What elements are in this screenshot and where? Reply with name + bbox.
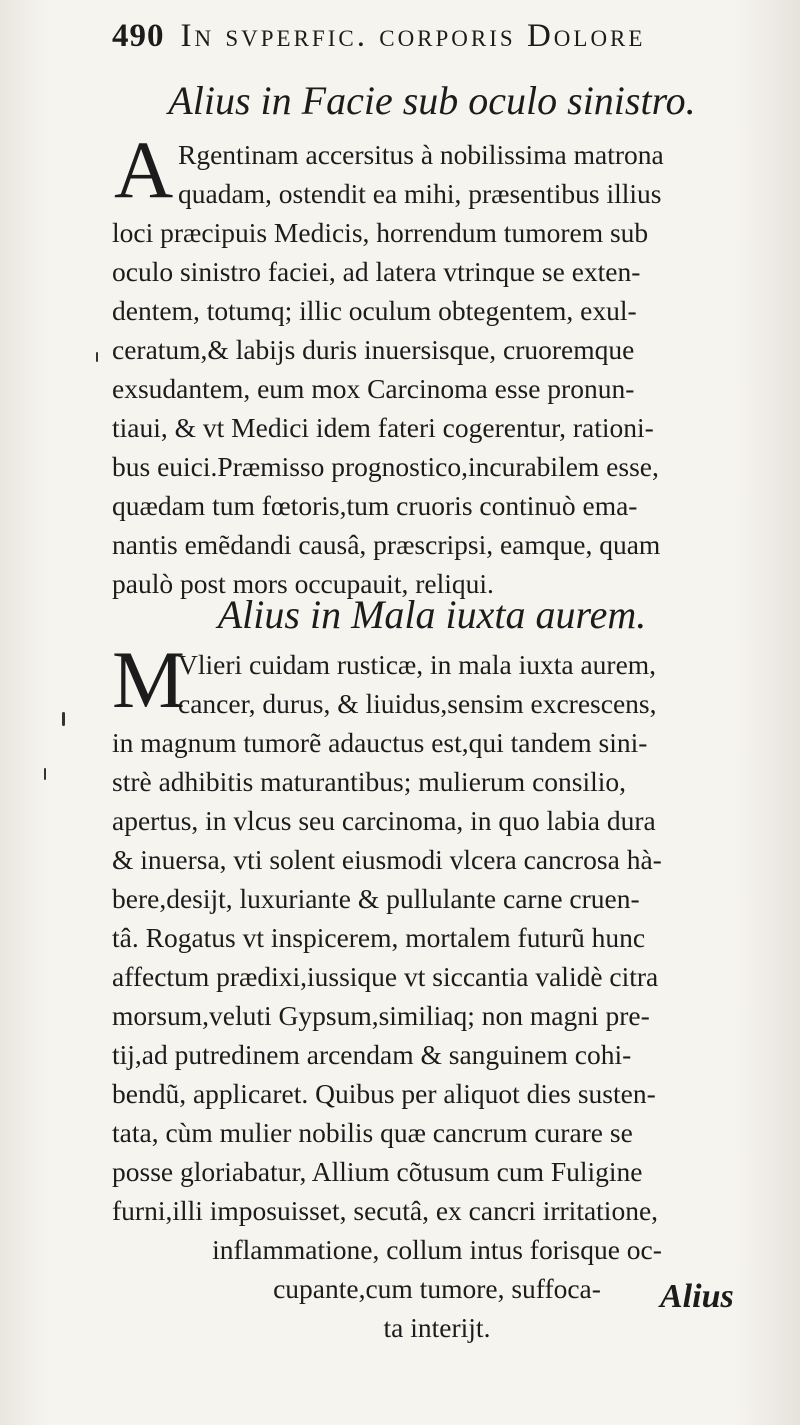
- text-line: affectum prædixi,iussique vt siccantia validè citra: [112, 961, 659, 992]
- text-line: tâ. Rogatus vt inspicerem, mortalem futurũ hunc: [112, 922, 646, 953]
- text-line: tata, cùm mulier nobilis quæ cancrum curare se: [112, 1117, 633, 1148]
- text-line: Vlieri cuidam rusticæ, in mala iuxta aurem,: [178, 649, 657, 680]
- text-line: quædam tum fœtoris,tum cruoris continuò ema-: [112, 490, 638, 521]
- text-line: bus euici.Præmisso prognostico,incurabilem esse,: [112, 451, 659, 482]
- text-line: exsudantem, eum mox Carcinoma esse pronun-: [112, 373, 635, 404]
- text-line: tiaui, & vt Medici idem fateri cogerentur, rationi-: [112, 412, 654, 443]
- catchword: Alius: [660, 1278, 734, 1315]
- text-line: cancer, durus, & liuidus,sensim excrescens,: [178, 688, 657, 719]
- text-line: furni,illi imposuisset, secutâ, ex cancri irritatione,: [112, 1195, 659, 1226]
- text-line: oculo sinistro faciei, ad latera vtrinque se exten-: [112, 256, 641, 287]
- text-line: loci præcipuis Medicis, horrendum tumorem sub: [112, 217, 649, 248]
- section-body-1: [112, 124, 762, 603]
- margin-speck: [62, 712, 65, 726]
- margin-speck: [96, 352, 98, 362]
- text-line: dentem, totumq; illic oculum obtegentem, exul-: [112, 295, 637, 326]
- text-line: strè adhibitis maturantibus; mulierum consilio,: [112, 766, 627, 797]
- running-head: [112, 18, 732, 66]
- text-line: bendũ, applicaret. Quibus per aliquot dies susten-: [112, 1078, 656, 1109]
- text-line: cupante,cum tumore, suffoca-: [273, 1273, 601, 1304]
- text-line: bere,desijt, luxuriante & pullulante carne cruen-: [112, 883, 640, 914]
- margin-speck: [44, 768, 46, 780]
- text-line: paulò post mors occupauit, reliqui.: [112, 568, 494, 599]
- text-line: morsum,veluti Gypsum,similiaq; non magni pre-: [112, 1000, 650, 1031]
- text-line: ceratum,& labijs duris inuersisque, cruoremque: [112, 334, 635, 365]
- section-heading-1: Alius in Facie sub oculo sinistro.: [168, 78, 696, 123]
- text-line: posse gloriabatur, Allium cõtusum cum Fuligine: [112, 1156, 643, 1187]
- text-line: Rgentinam accersitus à nobilissima matrona: [178, 139, 664, 170]
- text-line: tij,ad putredinem arcendam & sanguinem cohi-: [112, 1039, 632, 1070]
- text-line: nantis emẽdandi causâ, præscripsi, eamque, quam: [112, 529, 661, 560]
- page-number: 490: [112, 18, 165, 54]
- text-line: ta interijt.: [383, 1312, 491, 1343]
- text-line: in magnum tumorẽ adauctus est,qui tandem sini-: [112, 727, 648, 758]
- running-title: In svperfic. corporis Dolore: [180, 18, 646, 54]
- section-body-2: [112, 634, 762, 1347]
- section-heading-2: Alius in Mala iuxta aurem.: [217, 592, 647, 637]
- drop-cap-1: A: [114, 124, 174, 215]
- drop-cap-2: M: [112, 634, 185, 725]
- text-line: apertus, in vlcus seu carcinoma, in quo labia dura: [112, 805, 656, 836]
- text-line: quadam, ostendit ea mihi, præsentibus illius: [178, 178, 662, 209]
- text-line: & inuersa, vti solent eiusmodi vlcera cancrosa hà-: [112, 844, 662, 875]
- text-line: inflammatione, collum intus forisque oc-: [212, 1234, 662, 1265]
